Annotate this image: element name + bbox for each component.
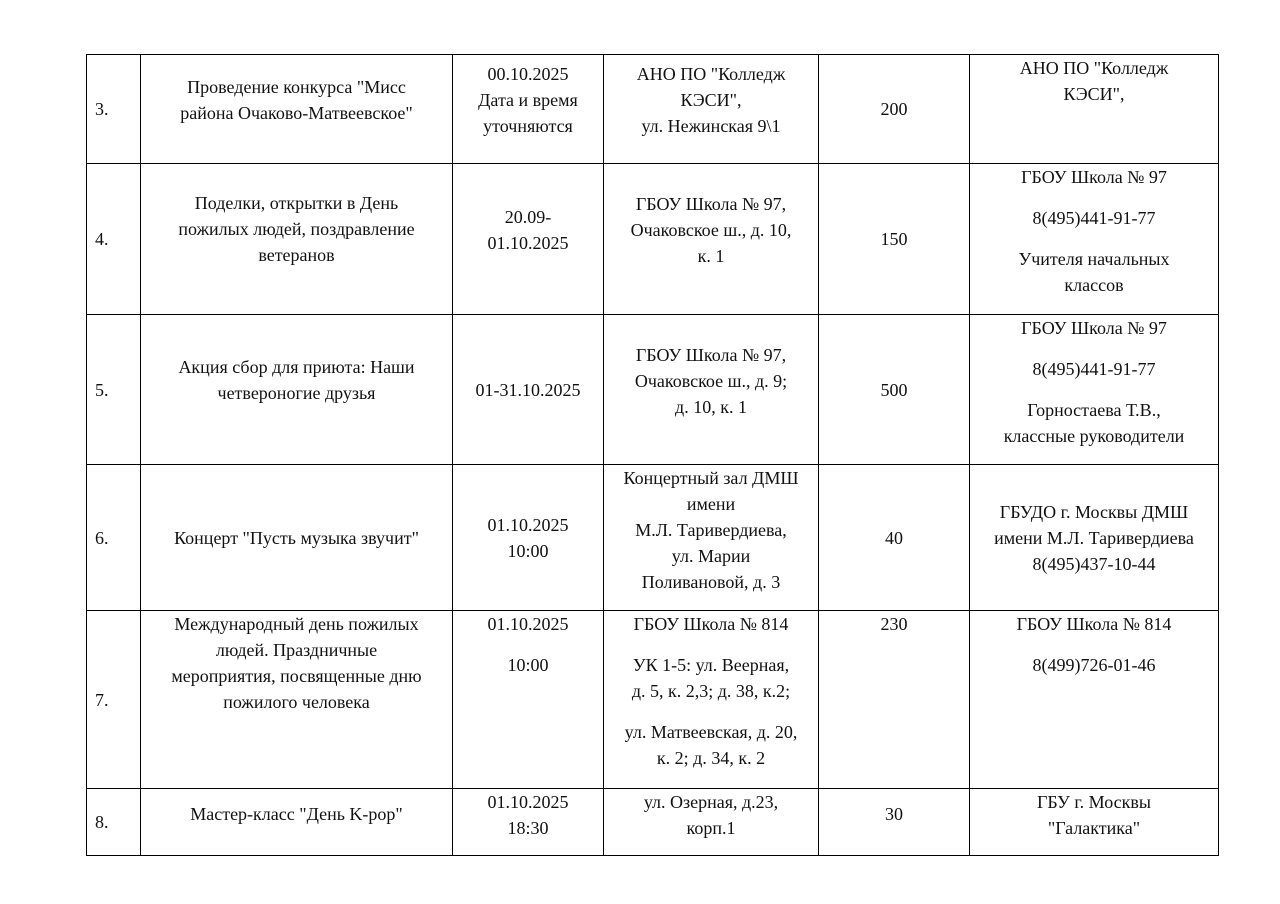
event-name-cell: Акция сбор для приюта: Наши четвероногие друзья bbox=[141, 315, 453, 465]
events-table bbox=[86, 54, 1219, 856]
event-name-cell: Проведение конкурса "Мисс района Очаково-Матвеевское" bbox=[141, 55, 453, 164]
row-number: 5. bbox=[87, 315, 141, 465]
participant-count: 500 bbox=[819, 315, 970, 465]
event-place-cell: ГБОУ Школа № 814 УК 1-5: ул. Веерная, д. 5, к. 2,3; д. 38, к.2; ул. Матвеевская, д. 20, к. 2; д. 34, к. 2 bbox=[604, 611, 819, 789]
row-number: 8. bbox=[87, 789, 141, 856]
row-number: 3. bbox=[87, 55, 141, 164]
row-number: 7. bbox=[87, 611, 141, 789]
event-date-cell: 01.10.2025 10:00 bbox=[453, 465, 604, 611]
organizer-cell: АНО ПО "Колледж КЭСИ", bbox=[970, 55, 1219, 164]
event-name-cell: Поделки, открытки в День пожилых людей, поздравление ветеранов bbox=[141, 164, 453, 315]
table-row bbox=[87, 789, 1219, 856]
event-place-cell: АНО ПО "Колледж КЭСИ", ул. Нежинская 9\1 bbox=[604, 55, 819, 164]
participant-count: 230 bbox=[819, 611, 970, 789]
event-place-cell: ул. Озерная, д.23, корп.1 bbox=[604, 789, 819, 856]
event-place-cell: Концертный зал ДМШ имени М.Л. Таривердиева, ул. Марии Поливановой, д. 3 bbox=[604, 465, 819, 611]
table-row bbox=[87, 164, 1219, 315]
event-place-cell: ГБОУ Школа № 97, Очаковское ш., д. 9; д. 10, к. 1 bbox=[604, 315, 819, 465]
table-row bbox=[87, 465, 1219, 611]
participant-count: 150 bbox=[819, 164, 970, 315]
organizer-cell: ГБОУ Школа № 97 8(495)441-91-77 Учителя начальных классов bbox=[970, 164, 1219, 315]
event-date-cell: 00.10.2025 Дата и время уточняются bbox=[453, 55, 604, 164]
organizer-cell: ГБОУ Школа № 814 8(499)726-01-46 bbox=[970, 611, 1219, 789]
participant-count: 30 bbox=[819, 789, 970, 856]
organizer-cell: ГБУ г. Москвы "Галактика" bbox=[970, 789, 1219, 856]
row-number: 4. bbox=[87, 164, 141, 315]
event-place-cell: ГБОУ Школа № 97, Очаковское ш., д. 10, к. 1 bbox=[604, 164, 819, 315]
table-row bbox=[87, 611, 1219, 789]
event-date-cell: 01.10.2025 10:00 bbox=[453, 611, 604, 789]
event-date-cell: 20.09- 01.10.2025 bbox=[453, 164, 604, 315]
organizer-cell: ГБОУ Школа № 97 8(495)441-91-77 Горностаева Т.В., классные руководители bbox=[970, 315, 1219, 465]
event-name-cell: Международный день пожилых людей. Праздничные мероприятия, посвященные дню пожилого человека bbox=[141, 611, 453, 789]
event-name-cell: Концерт "Пусть музыка звучит" bbox=[141, 465, 453, 611]
participant-count: 40 bbox=[819, 465, 970, 611]
table-row bbox=[87, 55, 1219, 164]
event-name-cell: Мастер-класс "День K-pop" bbox=[141, 789, 453, 856]
participant-count: 200 bbox=[819, 55, 970, 164]
event-date-cell: 01.10.2025 18:30 bbox=[453, 789, 604, 856]
event-date-cell: 01-31.10.2025 bbox=[453, 315, 604, 465]
row-number: 6. bbox=[87, 465, 141, 611]
organizer-cell: ГБУДО г. Москвы ДМШ имени М.Л. Таривердиева 8(495)437-10-44 bbox=[970, 465, 1219, 611]
table-row bbox=[87, 315, 1219, 465]
